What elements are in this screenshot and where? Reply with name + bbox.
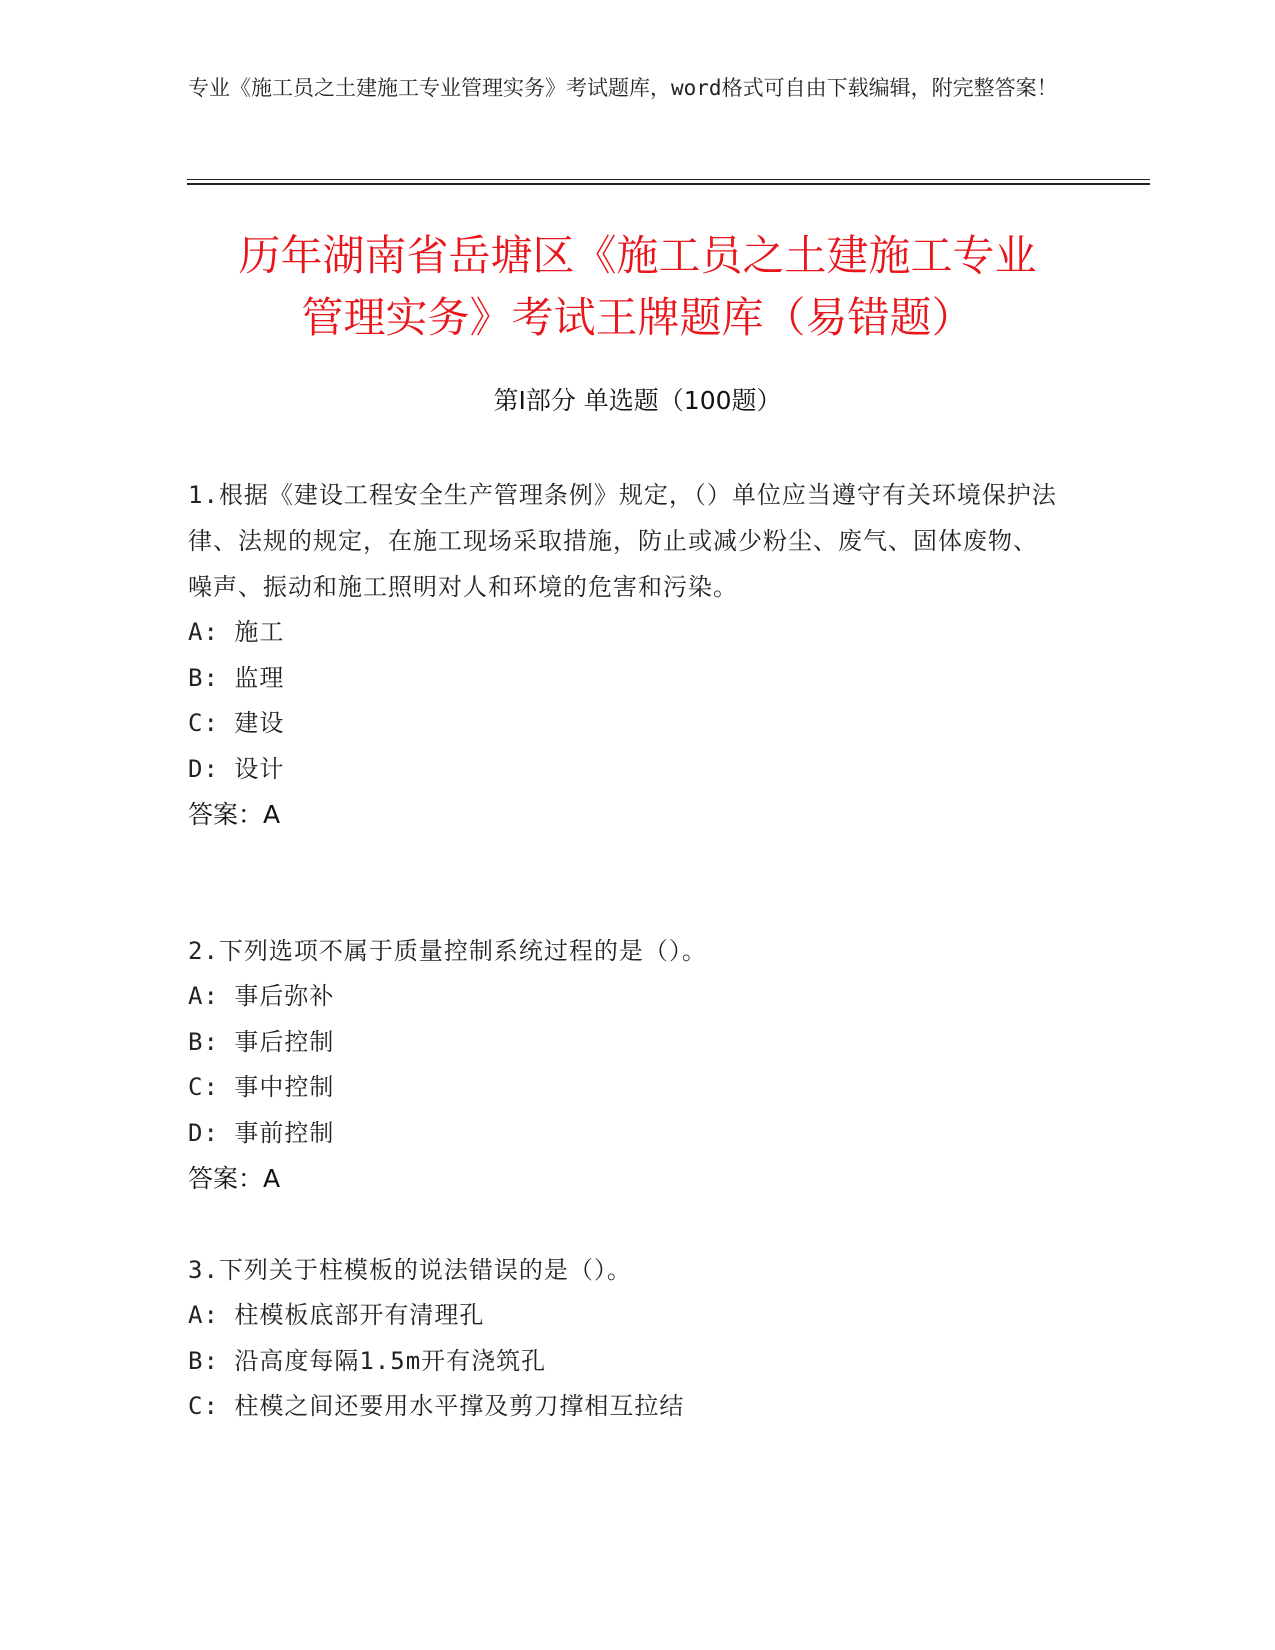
document-title bbox=[150, 225, 1125, 349]
question-1 bbox=[188, 472, 1058, 838]
section-heading: 第Ⅰ部分 单选题（100题） bbox=[493, 386, 782, 415]
option-c: C: 建设 bbox=[188, 709, 285, 737]
header-divider-thin bbox=[187, 179, 1150, 180]
header-note: 专业《施工员之土建施工专业管理实务》考试题库，word格式可自由下载编辑，附完整答案！ bbox=[188, 76, 1058, 100]
option-a: A: 柱模板底部开有清理孔 bbox=[188, 1301, 485, 1329]
option-d: D: 设计 bbox=[188, 754, 285, 783]
option-d: D: 事前控制 bbox=[188, 1118, 335, 1147]
option-a: A: 施工 bbox=[188, 618, 285, 646]
option-b: B: 事后控制 bbox=[188, 1027, 335, 1056]
option-a: A: 事后弥补 bbox=[188, 982, 335, 1010]
question-3 bbox=[188, 1247, 1058, 1430]
title-line-2: 管理实务》考试王牌题库（易错题） bbox=[301, 293, 974, 342]
option-c: C: 事中控制 bbox=[188, 1073, 335, 1101]
title-line-1: 历年湖南省岳塘区《施工员之土建施工专业 bbox=[238, 231, 1037, 280]
option-b: B: 监理 bbox=[188, 663, 285, 692]
question-stem: 3.下列关于柱模板的说法错误的是（）。 bbox=[188, 1256, 632, 1284]
answer-line: 答案：A bbox=[188, 800, 281, 829]
question-stem: 2.下列选项不属于质量控制系统过程的是（）。 bbox=[188, 937, 707, 965]
option-b: B: 沿高度每隔1.5m开有浇筑孔 bbox=[188, 1346, 547, 1375]
question-2 bbox=[188, 928, 1058, 1202]
answer-line: 答案：A bbox=[188, 1164, 281, 1193]
option-c: C: 柱模之间还要用水平撑及剪刀撑相互拉结 bbox=[188, 1392, 685, 1420]
header-divider-thick bbox=[187, 183, 1150, 185]
question-stem: 1.根据《建设工程安全生产管理条例》规定，（）单位应当遵守有关环境保护法律、法规的规定，在施工现场采取措施，防止或减少粉尘、废气、固体废物、噪声、振动和施工照明对人和环境的危害和污染。 bbox=[188, 481, 1057, 601]
